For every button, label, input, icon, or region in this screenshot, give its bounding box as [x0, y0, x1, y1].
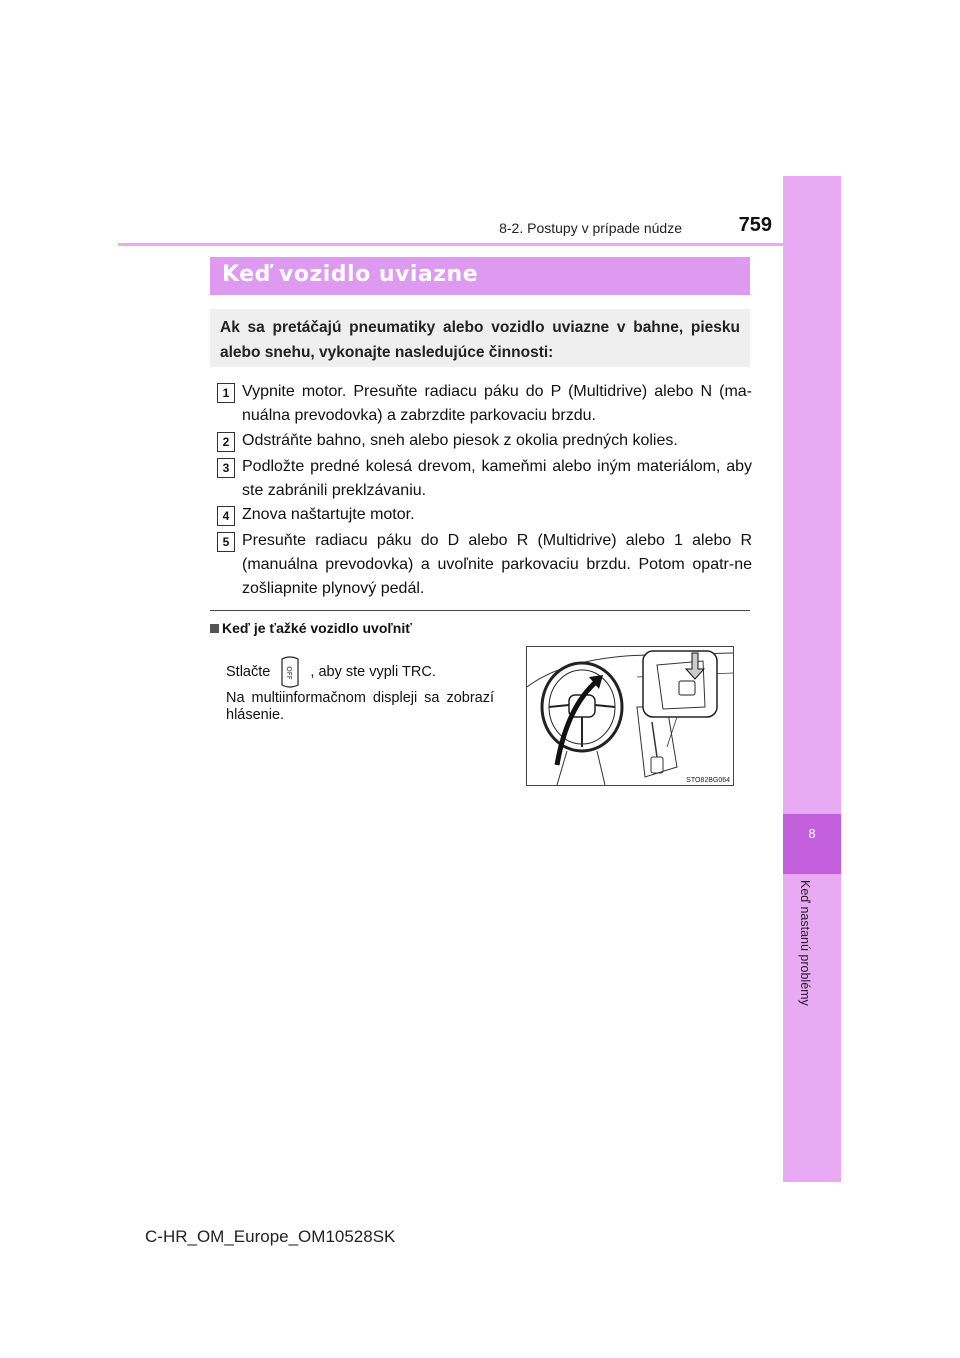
step-text: Presuňte radiacu páku do D alebo R (Multidrive) alebo 1 alebo R (manuálna prevodovka) a uvoľnite parkovaciu brzdu. Potom opatr-ne zošliapnite plynový pedál. [242, 532, 752, 597]
step-text: Znova naštartujte motor. [242, 506, 415, 523]
step-text: Podložte predné kolesá drevom, kameňmi alebo iným materiálom, aby ste zabránili preklzávaniu. [242, 458, 752, 499]
section-divider [210, 610, 750, 611]
header-rule [118, 243, 783, 246]
step-1 [217, 380, 752, 428]
chapter-number: 8 [808, 826, 816, 841]
chapter-side-tab-active [783, 814, 841, 874]
instruction-press [226, 655, 436, 689]
subsection-heading [210, 620, 412, 636]
display-note: Na multiinformačnom displeji sa zobrazí hlásenie. [226, 690, 494, 723]
instruction-after-icon: , aby ste vypli TRC. [310, 663, 436, 680]
dashboard-illustration [526, 646, 734, 786]
chapter-side-tab [783, 176, 841, 1182]
svg-text:OFF: OFF [285, 666, 294, 680]
step-2 [217, 429, 752, 453]
instruction-before-icon: Stlačte [226, 663, 271, 680]
step-5 [217, 529, 752, 601]
chapter-title: Keď nastanú problémy [798, 880, 812, 1006]
step-number: 3 [217, 458, 235, 478]
square-bullet-icon [210, 624, 219, 633]
image-code: STO82BG064 [686, 777, 730, 784]
step-3 [217, 455, 752, 503]
step-text: Odstráňte bahno, sneh alebo piesok z okolia predných kolies. [242, 432, 678, 449]
footer-document-id: C-HR_OM_Europe_OM10528SK [145, 1227, 396, 1246]
subsection-heading-text: Keď je ťažké vozidlo uvoľniť [222, 620, 412, 636]
trc-off-switch-icon [279, 655, 301, 689]
page-number: 759 [738, 214, 772, 236]
step-number: 2 [217, 432, 235, 452]
step-number: 4 [217, 506, 235, 526]
step-number: 5 [217, 532, 235, 552]
step-4 [217, 503, 752, 527]
header-section: 8-2. Postupy v prípade núdze [499, 220, 682, 236]
step-number: 1 [217, 383, 235, 403]
page-title: Keď vozidlo uviazne [222, 262, 479, 287]
intro-box: Ak sa pretáčajú pneumatiky alebo vozidlo uviazne v bahne, piesku alebo snehu, vykonajte nasledujúce činnosti: [210, 309, 750, 367]
steering-wheel-illustration [527, 647, 733, 785]
step-text: Vypnite motor. Presuňte radiacu páku do P (Multidrive) alebo N (ma-nuálna prevodovka) a zabrzdite parkovaciu brzdu. [242, 383, 752, 424]
